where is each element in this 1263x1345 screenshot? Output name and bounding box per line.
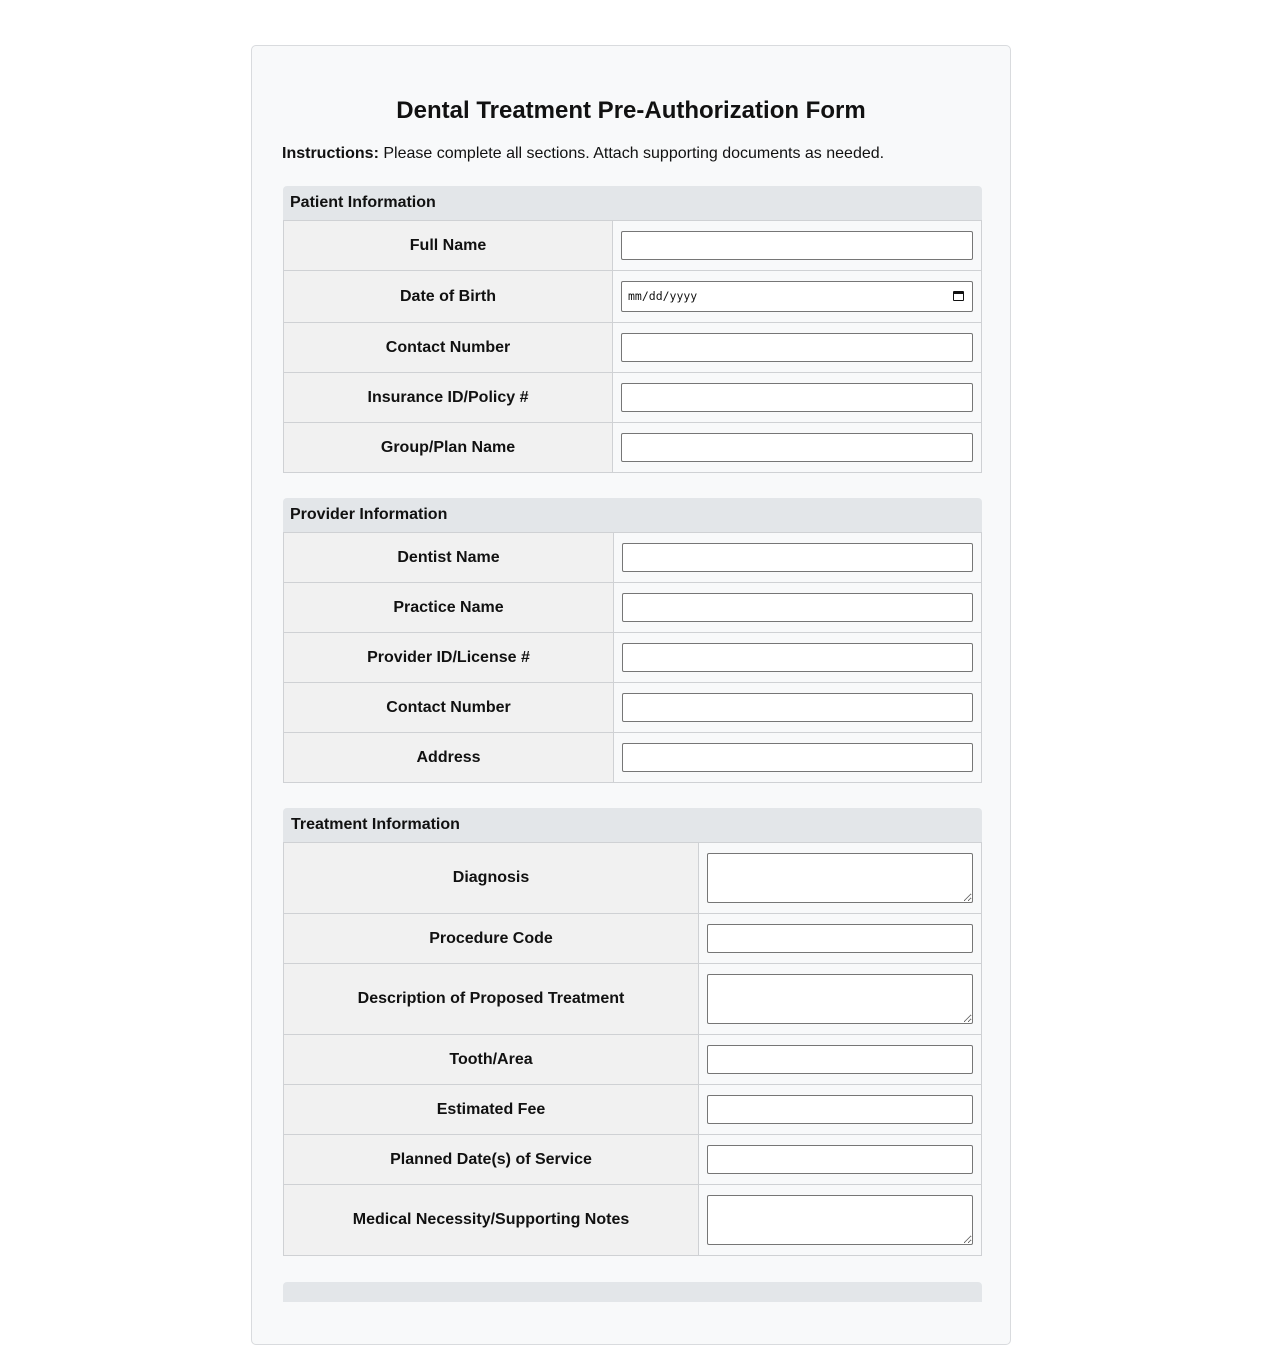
patient-contact-cell [613,323,982,373]
license-cell [614,633,982,683]
table-row [284,964,982,1035]
supporting-notes-textarea[interactable] [707,1195,973,1245]
calendar-icon[interactable] [953,291,964,301]
table-row [284,221,982,271]
table-row [284,323,982,373]
full-name-label: Full Name [284,221,613,271]
service-dates-label: Planned Date(s) of Service [284,1135,699,1185]
treatment-section [283,808,982,1256]
estimated-fee-cell [699,1085,982,1135]
instructions [282,144,884,164]
diagnosis-label: Diagnosis [284,843,699,914]
practice-name-field[interactable] [622,593,973,622]
patient-table [283,220,982,473]
form-card [251,45,1011,1345]
patient-contact-label: Contact Number [284,323,613,373]
table-row [284,1135,982,1185]
service-dates-field[interactable] [707,1145,973,1174]
dob-placeholder: mm/dd/yyyy [628,289,698,303]
provider-contact-cell [614,683,982,733]
provider-contact-label: Contact Number [284,683,614,733]
practice-name-cell [614,583,982,633]
dentist-name-label: Dentist Name [284,533,614,583]
license-label: Provider ID/License # [284,633,614,683]
provider-table [283,532,982,783]
group-plan-label: Group/Plan Name [284,423,613,473]
provider-section [283,498,982,783]
dentist-name-field[interactable] [622,543,973,572]
table-row [284,1085,982,1135]
patient-section [283,186,982,473]
treatment-description-textarea[interactable] [707,974,973,1024]
table-row [284,733,982,783]
next-section-header [283,1282,982,1302]
insurance-id-label: Insurance ID/Policy # [284,373,613,423]
practice-name-label: Practice Name [284,583,614,633]
dentist-name-cell [614,533,982,583]
patient-contact-field[interactable] [621,333,973,362]
procedure-code-cell [699,914,982,964]
address-field[interactable] [622,743,973,772]
diagnosis-textarea[interactable] [707,853,973,903]
tooth-area-field[interactable] [707,1045,973,1074]
table-row [284,271,982,323]
instructions-text: Please complete all sections. Attach supporting documents as needed. [378,145,885,162]
full-name-field[interactable] [621,231,973,260]
table-row [284,533,982,583]
procedure-code-field[interactable] [707,924,973,953]
tooth-area-cell [699,1035,982,1085]
treatment-table [283,842,982,1256]
dob-label: Date of Birth [284,271,613,323]
table-row [284,914,982,964]
supporting-notes-label: Medical Necessity/Supporting Notes [284,1185,699,1256]
table-row [284,423,982,473]
dob-cell [613,271,982,323]
section-header-provider: Provider Information [283,498,982,532]
license-field[interactable] [622,643,973,672]
full-name-cell [613,221,982,271]
estimated-fee-field[interactable] [707,1095,973,1124]
insurance-id-field[interactable] [621,383,973,412]
table-row [284,1035,982,1085]
tooth-area-label: Tooth/Area [284,1035,699,1085]
treatment-description-label: Description of Proposed Treatment [284,964,699,1035]
address-label: Address [284,733,614,783]
diagnosis-cell [699,843,982,914]
table-row [284,683,982,733]
service-dates-cell [699,1135,982,1185]
dob-field[interactable] [621,281,973,312]
treatment-description-cell [699,964,982,1035]
address-cell [614,733,982,783]
group-plan-cell [613,423,982,473]
supporting-notes-cell [699,1185,982,1256]
table-row [284,1185,982,1256]
procedure-code-label: Procedure Code [284,914,699,964]
group-plan-field[interactable] [621,433,973,462]
table-row [284,583,982,633]
provider-contact-field[interactable] [622,693,973,722]
table-row [284,843,982,914]
table-row [284,373,982,423]
section-header-patient: Patient Information [283,186,982,220]
estimated-fee-label: Estimated Fee [284,1085,699,1135]
table-row [284,633,982,683]
page-title: Dental Treatment Pre-Authorization Form [396,97,866,124]
insurance-id-cell [613,373,982,423]
section-header-treatment: Treatment Information [283,808,982,842]
instructions-label: Instructions: [282,145,379,162]
